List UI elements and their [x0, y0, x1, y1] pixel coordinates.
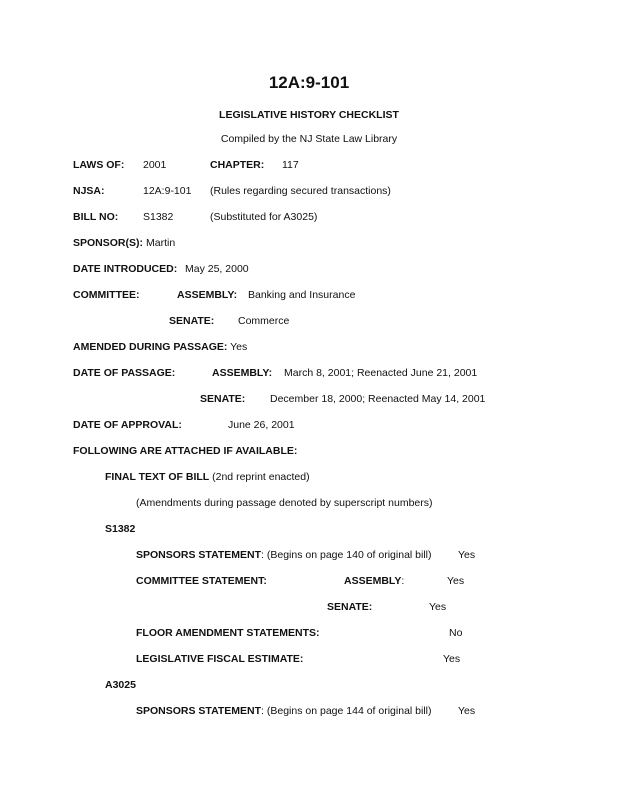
njsa-description: (Rules regarding secured transactions) [210, 185, 391, 197]
attached-heading: FOLLOWING ARE ATTACHED IF AVAILABLE: [73, 445, 298, 457]
date-introduced-value: May 25, 2000 [185, 263, 249, 275]
committee-senate-value: Commerce [238, 315, 290, 327]
s1382-committee-assembly-value: Yes [447, 575, 465, 587]
chapter-label: CHAPTER: [210, 159, 265, 171]
s1382-floor-label: FLOOR AMENDMENT STATEMENTS: [136, 627, 320, 639]
date-introduced-label: DATE INTRODUCED: [73, 263, 178, 275]
laws-of-year: 2001 [143, 159, 167, 171]
njsa-label: NJSA: [73, 185, 105, 197]
s1382-sponsors-label: SPONSORS STATEMENT [136, 549, 262, 561]
s1382-sponsors-note: : (Begins on page 140 of original bill) [261, 549, 432, 561]
njsa-value: 12A:9-101 [143, 185, 192, 197]
amended-label: AMENDED DURING PASSAGE: [73, 341, 228, 353]
passage-assembly-label: ASSEMBLY: [212, 367, 273, 379]
committee-senate-label: SENATE: [169, 315, 215, 327]
committee-label: COMMITTEE: [73, 289, 140, 301]
s1382-committee-label: COMMITTEE STATEMENT: [136, 575, 267, 587]
approval-label: DATE OF APPROVAL: [73, 419, 182, 431]
a3025-sponsors-line [136, 705, 432, 718]
bill-substitution-note: (Substituted for A3025) [210, 211, 318, 223]
passage-senate-label: SENATE: [200, 393, 246, 405]
s1382-fiscal-label: LEGISLATIVE FISCAL ESTIMATE: [136, 653, 304, 665]
s1382-committee-senate-value: Yes [429, 601, 447, 613]
passage-senate-value: December 18, 2000; Reenacted May 14, 2001 [270, 393, 486, 405]
amended-line [73, 341, 247, 354]
committee-assembly-value: Banking and Insurance [248, 289, 356, 301]
sponsors-value: Martin [146, 237, 176, 249]
s1382-sponsors-value: Yes [458, 549, 476, 561]
checklist-heading: LEGISLATIVE HISTORY CHECKLIST [219, 109, 399, 121]
laws-of-label: LAWS OF: [73, 159, 125, 171]
bill-no-label: BILL NO: [73, 211, 119, 223]
s1382-sponsors-line [136, 549, 432, 562]
final-text-line [105, 471, 310, 484]
s1382-committee-assembly-colon: : [401, 575, 405, 587]
passage-assembly-value: March 8, 2001; Reenacted June 21, 2001 [284, 367, 478, 379]
committee-assembly-label: ASSEMBLY: [177, 289, 238, 301]
bill-no-value: S1382 [143, 211, 174, 223]
approval-value: June 26, 2001 [228, 419, 295, 431]
a3025-sponsors-value: Yes [458, 705, 476, 717]
compiled-by-line: Compiled by the NJ State Law Library [220, 133, 398, 145]
s1382-fiscal-value: Yes [443, 653, 461, 665]
s1382-floor-value: No [449, 627, 463, 639]
amendments-note: (Amendments during passage denoted by superscript numbers) [136, 497, 433, 509]
final-text-note: (2nd reprint enacted) [209, 471, 310, 483]
s1382-committee-assembly-label: ASSEMBLY [344, 575, 402, 587]
page-title: 12A:9-101 [268, 73, 350, 92]
chapter-value: 117 [282, 159, 299, 171]
a3025-sponsors-note: : (Begins on page 144 of original bill) [261, 705, 432, 717]
s1382-committee-assembly-line [344, 575, 404, 588]
sponsors-label: SPONSOR(S): [73, 237, 144, 249]
final-text-label: FINAL TEXT OF BILL [105, 471, 210, 483]
s1382-heading: S1382 [105, 523, 136, 535]
s1382-committee-senate-label: SENATE: [327, 601, 373, 613]
amended-value: Yes [230, 341, 248, 353]
a3025-sponsors-label: SPONSORS STATEMENT [136, 705, 262, 717]
a3025-heading: A3025 [105, 679, 136, 691]
passage-label: DATE OF PASSAGE: [73, 367, 176, 379]
